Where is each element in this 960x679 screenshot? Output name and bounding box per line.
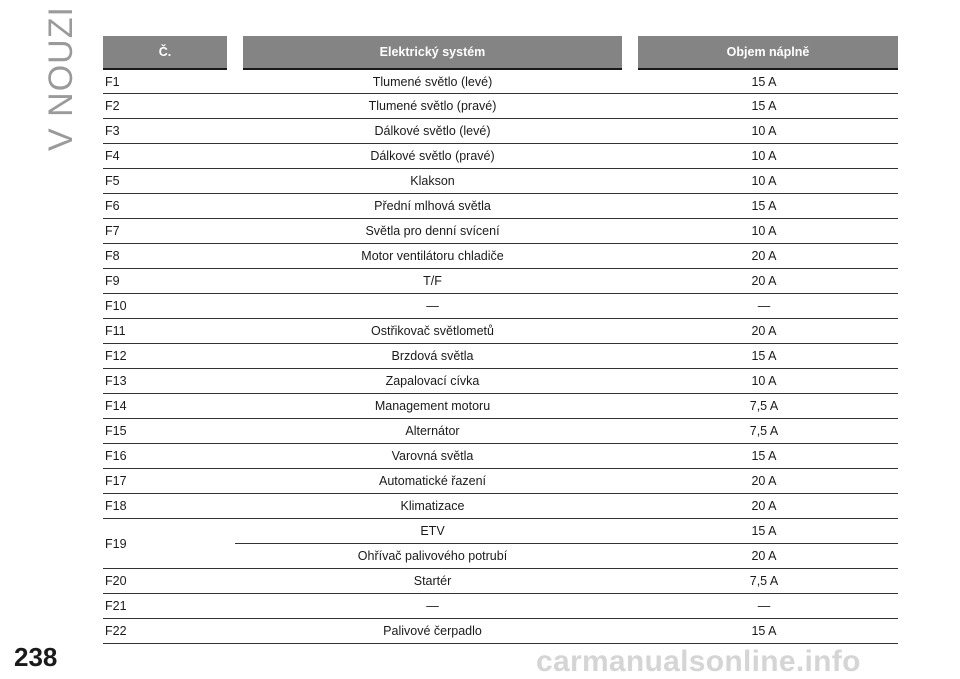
capacity: — [630,594,898,619]
capacity: 20 A [630,469,898,494]
electrical-system: Ohřívač palivového potrubí [235,544,630,569]
fuse-number: F9 [103,269,235,294]
fuse-number: F11 [103,319,235,344]
table-row [103,394,898,419]
table-row [103,194,898,219]
electrical-system: Tlumené světlo (pravé) [235,94,630,119]
electrical-system: Klakson [235,169,630,194]
fuse-number: F6 [103,194,235,219]
section-side-label-text: V NOUZI [41,5,80,151]
capacity: 10 A [630,144,898,169]
capacity: 20 A [630,244,898,269]
header-electrical-system: Elektrický systém [235,36,630,69]
fuse-number: F3 [103,119,235,144]
capacity: 20 A [630,544,898,569]
capacity: 7,5 A [630,419,898,444]
fuse-number: F21 [103,594,235,619]
capacity: — [630,294,898,319]
fuse-number: F20 [103,569,235,594]
table-row [103,144,898,169]
table-row [103,94,898,119]
electrical-system: Automatické řazení [235,469,630,494]
table-row [103,294,898,319]
capacity: 15 A [630,344,898,369]
table-row [103,69,898,94]
fuse-number: F13 [103,369,235,394]
capacity: 7,5 A [630,569,898,594]
electrical-system: Světla pro denní svícení [235,219,630,244]
capacity: 15 A [630,444,898,469]
fuse-number: F8 [103,244,235,269]
electrical-system: Tlumené světlo (levé) [235,69,630,94]
watermark: carmanualsonline.info [536,645,861,678]
capacity: 10 A [630,119,898,144]
capacity: 7,5 A [630,394,898,419]
section-side-label [40,5,82,151]
fuse-table [103,36,898,644]
page-number: 238 [14,642,58,672]
capacity: 20 A [630,494,898,519]
capacity: 15 A [630,194,898,219]
fuse-number: F12 [103,344,235,369]
fuse-number: F19 [103,519,235,569]
table-row [103,169,898,194]
fuse-number: F22 [103,619,235,644]
header-fuse-number: Č. [103,36,235,69]
capacity: 20 A [630,269,898,294]
electrical-system: Varovná světla [235,444,630,469]
electrical-system: Startér [235,569,630,594]
fuse-number: F15 [103,419,235,444]
electrical-system: — [235,594,630,619]
table-row [103,369,898,394]
capacity: 10 A [630,219,898,244]
electrical-system: Přední mlhová světla [235,194,630,219]
fuse-number: F18 [103,494,235,519]
electrical-system: Ostřikovač světlometů [235,319,630,344]
table-row [103,444,898,469]
electrical-system: Dálkové světlo (levé) [235,119,630,144]
fuse-number: F14 [103,394,235,419]
table-row [103,519,898,544]
capacity: 20 A [630,319,898,344]
header-row [103,36,898,69]
fuse-table-header [103,36,898,69]
electrical-system: T/F [235,269,630,294]
electrical-system: Zapalovací cívka [235,369,630,394]
table-row [103,269,898,294]
table-row [103,569,898,594]
table-row [103,244,898,269]
electrical-system: Klimatizace [235,494,630,519]
fuse-number: F10 [103,294,235,319]
capacity: 15 A [630,69,898,94]
fuse-number: F17 [103,469,235,494]
table-row [103,594,898,619]
fuse-number: F7 [103,219,235,244]
fuse-number: F16 [103,444,235,469]
electrical-system: — [235,294,630,319]
capacity: 15 A [630,619,898,644]
table-row [103,119,898,144]
capacity: 15 A [630,519,898,544]
electrical-system: Palivové čerpadlo [235,619,630,644]
electrical-system: Management motoru [235,394,630,419]
fuse-number: F5 [103,169,235,194]
capacity: 10 A [630,169,898,194]
header-capacity: Objem náplně [630,36,898,69]
capacity: 10 A [630,369,898,394]
table-row [103,494,898,519]
fuse-number: F4 [103,144,235,169]
electrical-system: Alternátor [235,419,630,444]
table-row [103,619,898,644]
fuse-number: F1 [103,69,235,94]
electrical-system: Brzdová světla [235,344,630,369]
table-row [103,419,898,444]
table-row [103,319,898,344]
electrical-system: Dálkové světlo (pravé) [235,144,630,169]
electrical-system: Motor ventilátoru chladiče [235,244,630,269]
fuse-number: F2 [103,94,235,119]
table-row [103,219,898,244]
capacity: 15 A [630,94,898,119]
fuse-table-body [103,69,898,644]
table-row [103,344,898,369]
table-row [103,469,898,494]
electrical-system: ETV [235,519,630,544]
